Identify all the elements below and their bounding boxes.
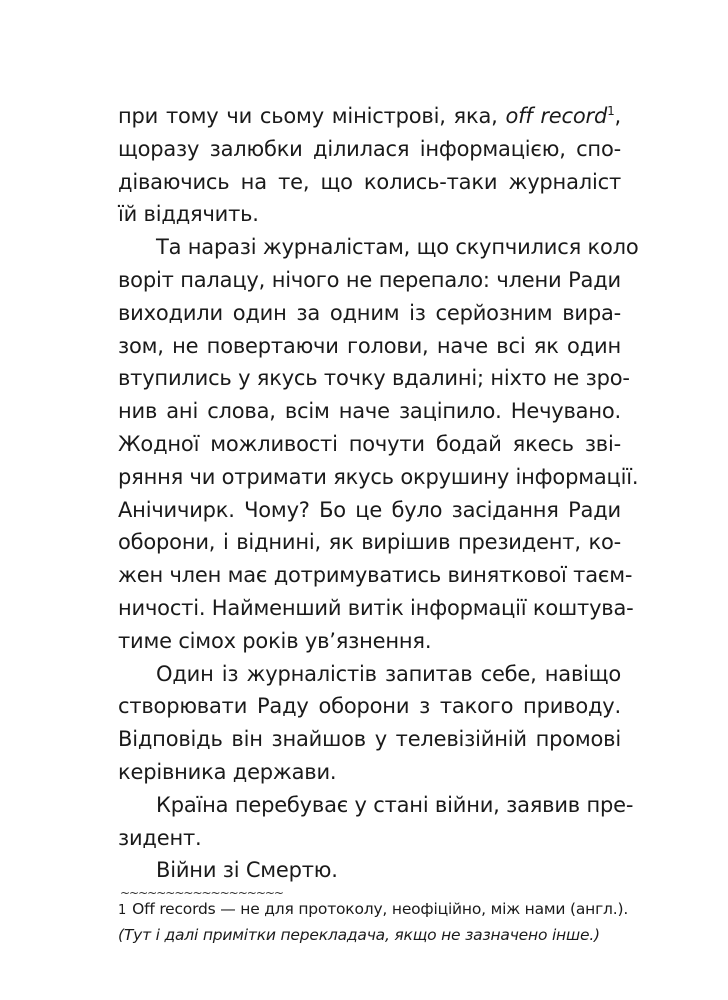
text-line: зом, не повертаючи голови, наче всі як один [118, 333, 621, 358]
footnotes [118, 897, 629, 948]
text-line: ряння чи отримати якусь окрушину інформації. [118, 464, 639, 489]
text-line: Країна перебуває у стані війни, заявив пре- [156, 792, 634, 817]
footnote-number: 1 [118, 903, 127, 918]
footnote-reference[interactable]: 1 [607, 104, 615, 118]
footnote-line-1 [118, 897, 629, 923]
text-line [118, 100, 621, 133]
text-line: створювати Раду оборони з такого приводу. [118, 694, 621, 719]
text-line: діваючись на те, що колись-таки журналіст [118, 169, 621, 194]
text-line: Один із журналістів запитав себе, навіщо [156, 661, 621, 686]
line-segment: , [614, 104, 621, 128]
foreign-phrase: off record [505, 104, 608, 128]
text-line: нив ані слова, всім наче заціпило. Нечувано. [118, 399, 621, 424]
text-line: Анічичирк. Чому? Бо це було засідання Ради [118, 497, 621, 522]
text-line: зидент. [118, 825, 202, 850]
text-line: їй віддячить. [118, 202, 259, 227]
text-line: втупились у якусь точку вдалині; ніхто не зро- [118, 366, 630, 391]
text-line: жен член має дотримуватись виняткової таєм- [118, 563, 633, 588]
text-line: воріт палацу, нічого не перепало: члени Ради [118, 267, 621, 292]
footnote-line-2: (Тут і далі примітки перекладача, якщо не зазначено інше.) [118, 926, 600, 944]
text-line: щоразу залюбки ділилася інформацією, спо- [118, 136, 621, 161]
line-segment: при тому чи сьому міністрові, яка, [118, 104, 506, 128]
text-line: Війни зі Смертю. [156, 858, 338, 883]
text-line: ничості. Найменший витік інформації коштува- [118, 595, 634, 620]
text-line: Та наразі журналістам, що скупчилися коло [156, 235, 639, 260]
text-line: тиме сімох років ув’язнення. [118, 628, 432, 653]
text-line: виходили один за одним із серйозним вира- [118, 300, 621, 325]
text-line: Відповідь він знайшов у телевізійній промові [118, 727, 621, 752]
text-line: керівника держави. [118, 759, 337, 784]
footnote-text: Off records — не для протоколу, неофіційно, між нами (англ.). [132, 900, 629, 918]
text-line: Жодної можливості почути бодай якесь зві- [118, 431, 621, 456]
footnote-separator: ~~~~~~~~~~~~~~~~~~ [120, 886, 283, 900]
main-text [118, 100, 639, 887]
text-line: оборони, і віднині, як вирішив президент, ко- [118, 530, 621, 555]
